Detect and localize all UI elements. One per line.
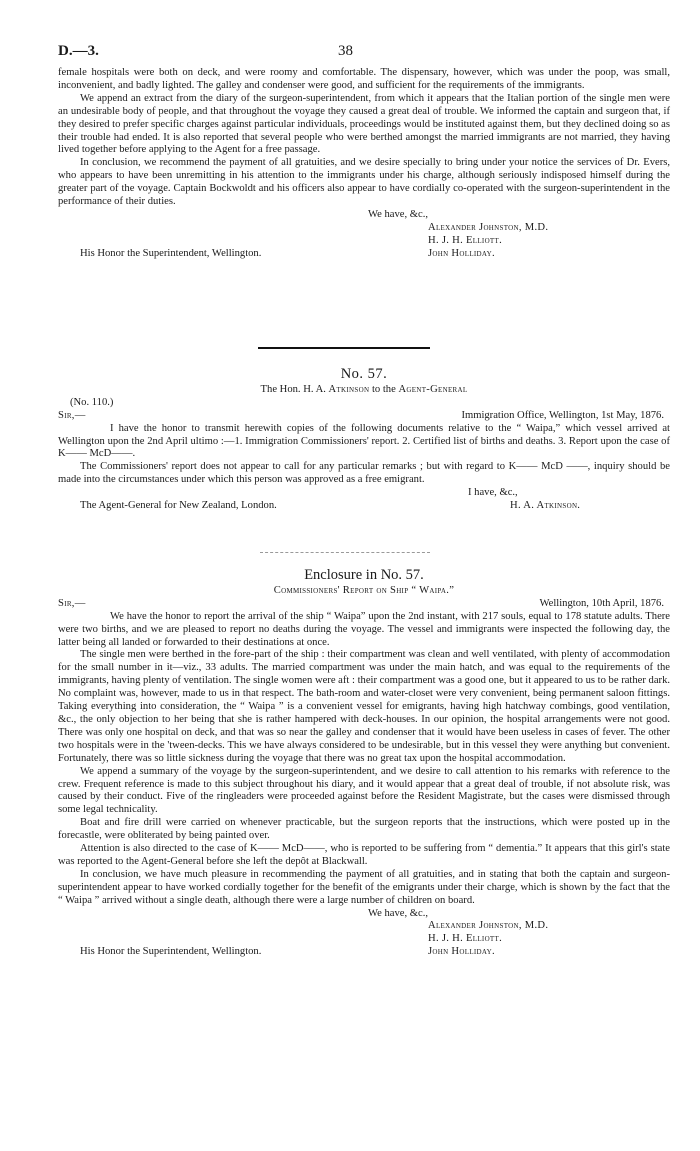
signatory: H. J. H. Elliott. xyxy=(428,234,503,246)
place-date: Immigration Office, Wellington, 1st May, 1876. xyxy=(461,409,664,421)
section-reference: D.—3. xyxy=(58,43,99,59)
letter-number-title: No. 57. xyxy=(340,366,388,382)
paragraph: I have the honor to transmit herewith copies of the following documents relative to the “ Waipa,” which vessel arrived at Wellington upon the 2nd April ultimo :—1. Immigration Commissioners' report. 2. Certified list of births and deaths. 3. Report upon the case of K—— McD——. xyxy=(58,422,670,460)
paragraph: We have the honor to report the arrival of the ship “ Waipa” upon the 2nd instant, with 217 souls, equal to 178 statute adults. There were two births, and we are pleased to report no deaths during the voyage. The vessel and immigrants were inspected the following day, the latter being all landed or forwarded to their destinations at once. xyxy=(58,610,670,648)
enclosure-title: Enclosure in No. 57. xyxy=(304,567,424,583)
enclosure-subtitle: Commissioners' Report on Ship “ Waipa.” xyxy=(273,584,455,596)
paragraph: The Commissioners' report does not appear to call for any particular remarks ; but with regard to K—— McD ——, inquiry should be made into the circumstances under which this person was approved as a free emigrant. xyxy=(58,461,670,486)
paragraph: Boat and fire drill were carried on whenever practicable, but the surgeon reports that the instructions, which were posted up in the forecastle, were obliterated by being painted over. xyxy=(58,817,670,842)
addressee: His Honor the Superintendent, Wellington. xyxy=(80,247,262,259)
enclosure xyxy=(58,569,670,959)
paragraph: Attention is also directed to the case of K—— McD——, who is reported to be suffering from “ dementia.” It appears that this girl's state was reported to the Agent-General before she left the depôt at Blackwall. xyxy=(58,843,670,867)
letter-no-57 xyxy=(58,368,670,513)
closing: We have, &c., xyxy=(368,907,429,919)
section-rule xyxy=(258,347,430,349)
place-date: Wellington, 10th April, 1876. xyxy=(539,597,664,609)
previous-report xyxy=(58,67,670,261)
closing: I have, &c., xyxy=(468,487,518,499)
paragraph: female hospitals were both on deck, and were roomy and comfortable. The dispensary, however, which was under the poop, was small, inconvenient, and badly lighted. The galley and condenser were good, and sufficient for the requirements of the immigrants. xyxy=(58,67,670,91)
salutation: Sir,— xyxy=(58,409,86,421)
signatory: John Holliday. xyxy=(428,946,495,958)
letter-from-to: The Hon. H. A. Atkinson to the Agent-General xyxy=(260,383,468,395)
letter-reference: (No. 110.) xyxy=(70,396,114,408)
addressee: The Agent-General for New Zealand, London. xyxy=(80,500,277,512)
paragraph: In conclusion, we have much pleasure in recommending the payment of all gratuities, and in stating that both the captain and surgeon-superintendent appear to have worked cordially together for the benefit of the emigrants under their charge, which is shown by the fact that the “ Waipa ” arrived without a single death, although there were a large number of children on board. xyxy=(58,868,670,906)
divider xyxy=(260,552,430,553)
signatory: Alexander Johnston, M.D. xyxy=(428,920,549,932)
page-number: 38 xyxy=(338,43,353,59)
closing: We have, &c., xyxy=(368,208,429,220)
paragraph: We append a summary of the voyage by the surgeon-superintendent, and we desire to call attention to his remarks with reference to the crew. Frequent reference is made to this subject throughout his diary, and it would appear that a great deal of trouble, if not absolute risk, was caused by their conduct. Five of the ringleaders were proceeded against before the Resident Magistrate, but the cases were dismissed through some legal technicality. xyxy=(58,765,670,816)
paragraph: We append an extract from the diary of the surgeon-superintendent, from which it appears that the Italian portion of the single men were an undesirable body of people, and that throughout the voyage they caused a great deal of trouble. We informed the captain and surgeon that, if they desired to prefer specific charges against particular individuals, proceedings would be instituted against them, but they declined doing so as their trouble had ended. It is also reported that several people who were berthed amongst the married immigrants are not married, they having lived together before applying to the Agent for a free passage. xyxy=(58,92,670,156)
salutation: Sir,— xyxy=(58,597,86,609)
signatory: H. A. Atkinson. xyxy=(510,500,581,512)
signatory: John Holliday. xyxy=(428,247,495,259)
paragraph: In conclusion, we recommend the payment of all gratuities, and we desire specially to bring under your notice the services of Dr. Evers, who appears to have been unremitting in his attention to the immigrants under his charge, although seriously indisposed himself during the greater part of the voyage. Captain Bockwoldt and his officers also appear to have cordially co-operated with the surgeon-superintendent in the performance of their duties. xyxy=(58,157,670,208)
addressee: His Honor the Superintendent, Wellington. xyxy=(80,946,262,958)
signatory: H. J. H. Elliott. xyxy=(428,933,503,945)
signatory: Alexander Johnston, M.D. xyxy=(428,221,549,233)
paragraph: The single men were berthed in the fore-part of the ship : their compartment was clean and well ventilated, with plenty of accommodation for the small number in it—viz., 33 adults. The married compartment was under the main hatch, and was equal to the requirements of the immigrants, having plenty of ventilation. The single women were aft : their compartment was a good one, but it appeared to us to be rather dark. No complaint was, however, made to us in that respect. The bath-room and water-closet were very convenient, being permanent saloon fittings. Taking everything into consideration, the “ Waipa ” is a convenient vessel for emigrants, having high hatchway combings, good ventilation, &c., the only objection to her being that she is rather hampered with deck-houses. In our opinion, the hospital arrangements were not good. There was only one hospital on deck, and that was so near the galley and condenser that it would have been useless in cases of fever. The other two hospitals were in the 'tween-decks. This we have always considered to be undesirable, but in this vessel they were anything but convenient. Fortunately, there was so little sickness during the voyage that there was no great tax upon the hospital accommodation. xyxy=(58,649,671,764)
